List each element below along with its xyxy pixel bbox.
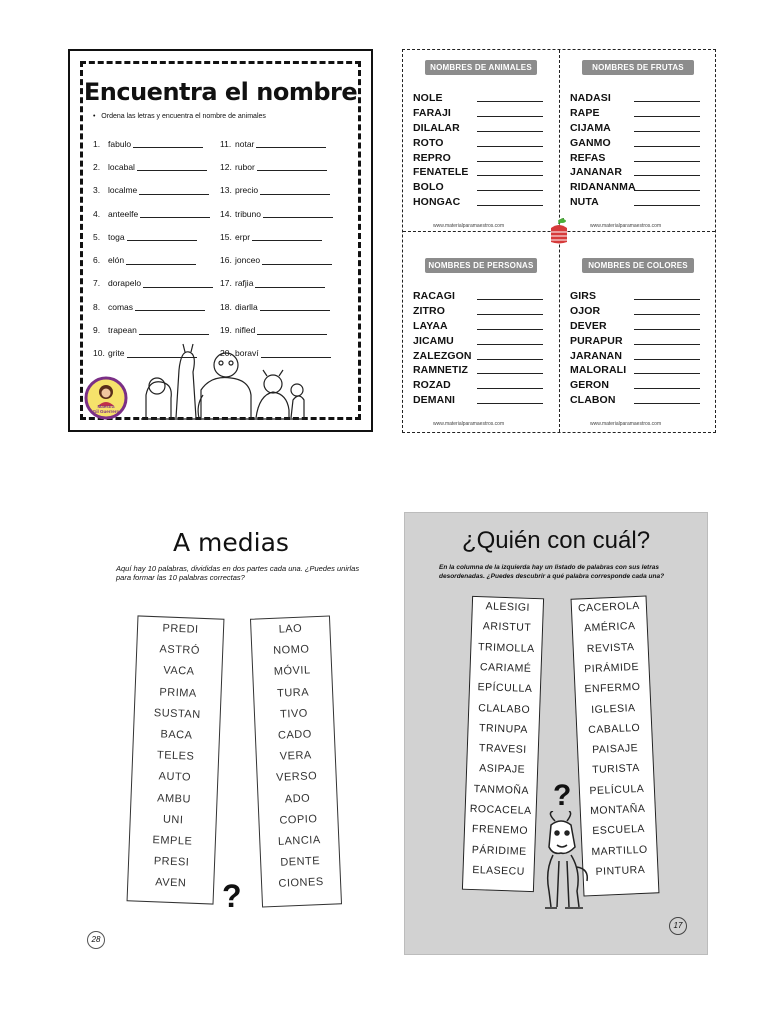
word-row <box>413 348 553 363</box>
strip-word: COPIO <box>279 812 318 827</box>
word-row <box>413 121 553 136</box>
scrambled-word: ROTO <box>413 136 444 149</box>
worksheet-title: ¿Quién con cuál? <box>461 527 651 554</box>
strip-word: PRIMA <box>159 685 197 700</box>
numbered-item <box>93 155 218 178</box>
question-mark: ? <box>222 878 242 914</box>
numbered-item <box>220 132 345 155</box>
item-number: 18. <box>220 301 232 312</box>
scrambled-word: elón <box>108 255 125 266</box>
scrambled-word: ROZAD <box>413 379 451 392</box>
scrambled-word: CLABON <box>570 393 616 406</box>
strip-word: VERA <box>279 749 312 763</box>
item-number: 2. <box>93 161 101 172</box>
item-number: 14. <box>220 208 232 219</box>
strip-word: MONTAÑA <box>589 802 646 818</box>
scrambled-word: FENATELE <box>413 166 469 179</box>
scrambled-word: DEVER <box>570 319 607 332</box>
scrambled-word: DILALAR <box>413 121 460 134</box>
answer-line <box>140 209 210 218</box>
scrambled-word: RIDANANMA <box>570 181 636 194</box>
answer-line <box>477 198 543 206</box>
word-row <box>413 91 553 106</box>
scrambled-word: anteelfe <box>108 208 139 219</box>
word-row <box>413 304 553 319</box>
strip-word: LAO <box>278 622 303 636</box>
scrambled-word: diarlla <box>235 301 258 312</box>
word-row <box>570 319 710 334</box>
numbered-item <box>220 202 345 225</box>
word-row <box>413 289 553 304</box>
word-strip-left <box>462 596 544 892</box>
scrambled-word: REFAS <box>570 151 606 164</box>
item-number: 4. <box>93 208 101 219</box>
word-row <box>413 378 553 393</box>
strip-word: TURISTA <box>591 762 641 777</box>
item-number: 1. <box>93 138 101 149</box>
answer-line <box>477 352 543 360</box>
scrambled-word: jonceo <box>235 255 261 266</box>
answer-line <box>477 94 543 102</box>
scrambled-word: locabal <box>108 161 135 172</box>
answer-line <box>257 162 327 171</box>
word-list-right <box>220 132 345 365</box>
answer-line <box>477 292 543 300</box>
word-row <box>413 319 553 334</box>
scrambled-word: comas <box>108 301 134 312</box>
strip-word: BACA <box>160 728 193 742</box>
word-row <box>413 165 553 180</box>
strip-word: ASIPAJE <box>478 762 526 777</box>
worksheet-quien-con-cual <box>404 512 708 955</box>
word-list <box>570 91 710 209</box>
footer-url: www.materialparamaestros.com <box>590 223 662 229</box>
word-list <box>413 289 553 407</box>
answer-line <box>139 326 209 335</box>
strip-word: SUSTAN <box>153 706 201 721</box>
answer-line <box>126 256 196 265</box>
word-row <box>570 348 710 363</box>
scrambled-word: toga <box>108 231 125 242</box>
answer-line <box>634 292 700 300</box>
strip-word: NOMO <box>272 643 310 658</box>
answer-line <box>477 366 543 374</box>
footer-url: www.materialparamaestros.com <box>590 421 662 427</box>
scrambled-word: ZALEZGON <box>413 349 472 362</box>
answer-line <box>143 279 213 288</box>
question-mark: ? <box>553 779 572 812</box>
answer-line <box>634 322 700 330</box>
page-number: 17 <box>669 917 687 935</box>
answer-line <box>477 168 543 176</box>
answer-line <box>127 232 197 241</box>
word-strip-left <box>127 615 225 904</box>
strip-word: PIRÁMIDE <box>583 660 640 676</box>
strip-word: ROCACELA <box>469 802 532 818</box>
answer-line <box>477 124 543 132</box>
scrambled-word: rubor <box>235 161 255 172</box>
scrambled-word: JICAMU <box>413 334 454 347</box>
section-personas <box>403 248 559 429</box>
strip-word: TIVO <box>279 707 309 721</box>
item-number: 19. <box>220 325 232 336</box>
word-row <box>413 363 553 378</box>
scrambled-word: JARANAN <box>570 349 623 362</box>
strip-word: ESCUELA <box>592 823 646 838</box>
strip-word: ASTRÓ <box>159 643 201 658</box>
scrambled-word: grite <box>108 348 125 359</box>
numbered-item <box>220 225 345 248</box>
scrambled-word: localme <box>108 185 138 196</box>
worksheet-title: Encuentra el nombre <box>83 78 358 106</box>
item-number: 8. <box>93 301 101 312</box>
horse-illustration <box>537 811 591 911</box>
item-number: 20. <box>220 348 232 359</box>
section-header: NOMBRES DE FRUTAS <box>582 60 694 75</box>
word-row <box>570 91 710 106</box>
scrambled-word: GANMO <box>570 136 611 149</box>
scrambled-word: GIRS <box>570 290 597 303</box>
strip-word: PELÍCULA <box>589 782 645 797</box>
word-row <box>413 393 553 408</box>
answer-line <box>477 139 543 147</box>
answer-line <box>634 396 700 404</box>
strip-word: ARISTUT <box>482 620 532 635</box>
word-row <box>413 333 553 348</box>
item-number: 15. <box>220 231 232 242</box>
answer-line <box>634 139 700 147</box>
strip-word: UNI <box>162 813 184 827</box>
word-row <box>413 135 553 150</box>
numbered-item <box>220 155 345 178</box>
word-list-left <box>93 132 218 365</box>
item-number: 17. <box>220 278 232 289</box>
word-list <box>413 91 553 209</box>
footer-url: www.materialparamaestros.com <box>433 223 505 229</box>
answer-line <box>133 139 203 148</box>
strip-word: EMPLE <box>152 834 193 848</box>
numbered-item <box>220 179 345 202</box>
strip-word: MARTILLO <box>591 843 648 858</box>
scrambled-word: HONGAC <box>413 195 461 208</box>
answer-line <box>634 198 700 206</box>
answer-line <box>257 326 327 335</box>
strip-word: PINTURA <box>595 863 646 878</box>
strip-word: DENTE <box>280 855 321 869</box>
word-strip-right <box>250 615 342 907</box>
scrambled-word: BOLO <box>413 181 444 194</box>
strip-word: AVEN <box>154 876 187 890</box>
scrambled-word: tribuno <box>235 208 261 219</box>
scrambled-word: NUTA <box>570 195 599 208</box>
numbered-item <box>220 272 345 295</box>
worksheet-title: A medias <box>173 528 289 557</box>
answer-line <box>634 352 700 360</box>
scrambled-word: LAYAA <box>413 319 448 332</box>
answer-line <box>634 183 700 191</box>
scrambled-word: RAMNETIZ <box>413 364 469 377</box>
scrambled-word: RACAGI <box>413 290 456 303</box>
numbered-item <box>220 318 345 341</box>
scrambled-word: JANANAR <box>570 166 623 179</box>
word-row <box>570 195 710 210</box>
strip-word: TRINUPA <box>478 721 529 736</box>
strip-word: CADO <box>277 728 313 742</box>
scrambled-word: NADASI <box>570 92 611 105</box>
numbered-item <box>220 248 345 271</box>
answer-line <box>634 109 700 117</box>
answer-line <box>634 337 700 345</box>
section-colores <box>560 248 716 429</box>
answer-line <box>634 94 700 102</box>
answer-line <box>634 366 700 374</box>
logo-maestra <box>84 376 128 420</box>
strip-word: TELES <box>156 749 195 763</box>
scrambled-word: erpr <box>235 231 251 242</box>
scrambled-word: DEMANI <box>413 393 456 406</box>
scrambled-word: PURAPUR <box>570 334 623 347</box>
scrambled-word: nifled <box>235 325 256 336</box>
logo-line1: Maestra <box>97 404 115 409</box>
strip-word: IGLESIA <box>590 701 636 716</box>
strip-word: ADO <box>284 792 311 806</box>
answer-line <box>260 302 330 311</box>
item-number: 6. <box>93 255 101 266</box>
strip-word: TRIMOLLA <box>477 640 535 655</box>
section-header: NOMBRES DE PERSONAS <box>425 258 537 273</box>
numbered-item <box>220 295 345 318</box>
scrambled-word: trapean <box>108 325 137 336</box>
numbered-item <box>93 272 218 295</box>
scrambled-word: precio <box>235 185 259 196</box>
scrambled-word: NOLE <box>413 92 443 105</box>
strip-word: FRENEMO <box>471 823 529 838</box>
numbered-item <box>93 318 218 341</box>
scrambled-word: MALORALI <box>570 364 627 377</box>
answer-line <box>263 209 333 218</box>
answer-line <box>477 154 543 162</box>
section-animales <box>403 50 559 231</box>
section-header: NOMBRES DE COLORES <box>582 258 694 273</box>
numbered-item <box>93 202 218 225</box>
item-number: 13. <box>220 185 232 196</box>
answer-line <box>262 256 332 265</box>
strip-word: REVISTA <box>586 640 635 655</box>
answer-line <box>256 139 326 148</box>
strip-word: MÓVIL <box>273 664 311 679</box>
strip-word: CIONES <box>278 876 324 891</box>
scrambled-word: REPRO <box>413 151 451 164</box>
word-row <box>570 289 710 304</box>
answer-line <box>634 154 700 162</box>
answer-line <box>135 302 205 311</box>
item-number: 12. <box>220 161 232 172</box>
worksheet-nombres <box>402 49 716 433</box>
dashed-frame <box>80 61 361 420</box>
scrambled-word: notar <box>235 138 255 149</box>
answer-line <box>477 307 543 315</box>
word-row <box>413 195 553 210</box>
word-row <box>570 393 710 408</box>
word-row <box>570 165 710 180</box>
word-row <box>570 333 710 348</box>
word-row <box>570 304 710 319</box>
answer-line <box>634 168 700 176</box>
scrambled-word: rafjia <box>235 278 254 289</box>
scrambled-word: fabulo <box>108 138 132 149</box>
word-list <box>570 289 710 407</box>
strip-word: AUTO <box>158 770 192 784</box>
page-number: 28 <box>87 931 105 949</box>
scrambled-word: ZITRO <box>413 305 445 318</box>
strip-word: TRAVESI <box>478 742 527 756</box>
footer-url: www.materialparamaestros.com <box>433 421 505 427</box>
scrambled-word: boraví <box>235 348 259 359</box>
answer-line <box>252 232 322 241</box>
strip-word: CABALLO <box>588 721 641 736</box>
answer-line <box>255 279 325 288</box>
strip-word: CLALABO <box>478 701 531 716</box>
strip-word: PAISAJE <box>591 742 639 757</box>
numbered-item <box>93 225 218 248</box>
word-row <box>570 150 710 165</box>
word-row <box>413 150 553 165</box>
item-number: 16. <box>220 255 232 266</box>
answer-line <box>260 186 330 195</box>
item-number: 7. <box>93 278 101 289</box>
strip-word: PÁRIDIME <box>471 843 527 858</box>
strip-word: ALESIGI <box>485 600 531 614</box>
answer-line <box>634 307 700 315</box>
numbered-item <box>93 248 218 271</box>
numbered-item <box>93 295 218 318</box>
instruction: En la columna de la izquierda hay un listado de palabras con sus letras desordenadas. ¿Puedes descubrir a qué palabra corresponde cada una? <box>439 564 665 580</box>
item-number: 3. <box>93 185 101 196</box>
answer-line <box>634 381 700 389</box>
section-header: NOMBRES DE ANIMALES <box>425 60 537 75</box>
word-row <box>413 180 553 195</box>
strip-word: VERSO <box>275 770 318 785</box>
section-frutas <box>560 50 716 231</box>
scrambled-word: GERON <box>570 379 610 392</box>
scrambled-word: dorapelo <box>108 278 142 289</box>
strip-word: AMBU <box>156 791 192 806</box>
answer-line <box>477 109 543 117</box>
scrambled-word: RAPE <box>570 107 600 120</box>
strip-word: VACA <box>163 664 195 679</box>
item-number: 10. <box>93 348 105 359</box>
numbered-item <box>93 179 218 202</box>
word-row <box>570 378 710 393</box>
strip-word: AMÉRICA <box>583 620 636 635</box>
answer-line <box>634 124 700 132</box>
word-row <box>570 363 710 378</box>
answer-line <box>477 337 543 345</box>
instruction: • Ordena las letras y encuentra el nombre de animales <box>93 113 266 120</box>
word-row <box>570 121 710 136</box>
word-row <box>413 106 553 121</box>
strip-word: LANCIA <box>277 834 321 848</box>
answer-line <box>139 186 209 195</box>
item-number: 5. <box>93 231 101 242</box>
strip-word: PREDI <box>162 622 199 636</box>
item-number: 11. <box>220 138 232 149</box>
scrambled-word: CIJAMA <box>570 121 611 134</box>
instruction: Aquí hay 10 palabras, divididas en dos partes cada una. ¿Puedes unirlas para formar las 10 palabras correctas? <box>116 564 360 582</box>
answer-line <box>477 396 543 404</box>
strip-word: ENFERMO <box>584 681 641 696</box>
apple-logo-icon <box>548 218 570 244</box>
word-row <box>570 180 710 195</box>
strip-word: CACEROLA <box>577 599 641 615</box>
worksheet-a-medias <box>80 520 380 960</box>
scrambled-word: OJOR <box>570 305 601 318</box>
item-number: 9. <box>93 325 101 336</box>
answer-line <box>477 381 543 389</box>
scrambled-word: FARAJI <box>413 107 451 120</box>
word-row <box>570 106 710 121</box>
strip-word: TURA <box>276 685 310 700</box>
numbered-item <box>93 132 218 155</box>
word-row <box>570 135 710 150</box>
strip-word: CARIAMÉ <box>479 661 532 675</box>
answer-line <box>477 183 543 191</box>
strip-word: TANMOÑA <box>473 782 530 797</box>
animals-illustration <box>141 340 306 420</box>
answer-line <box>477 322 543 330</box>
logo-line2: Gil Guerrero <box>92 409 120 414</box>
strip-word: EPÍCULLA <box>477 681 533 696</box>
strip-word: ELASECU <box>472 863 526 878</box>
worksheet-encuentra-el-nombre <box>68 49 373 432</box>
answer-line <box>137 162 207 171</box>
strip-word: PRESI <box>153 855 190 869</box>
